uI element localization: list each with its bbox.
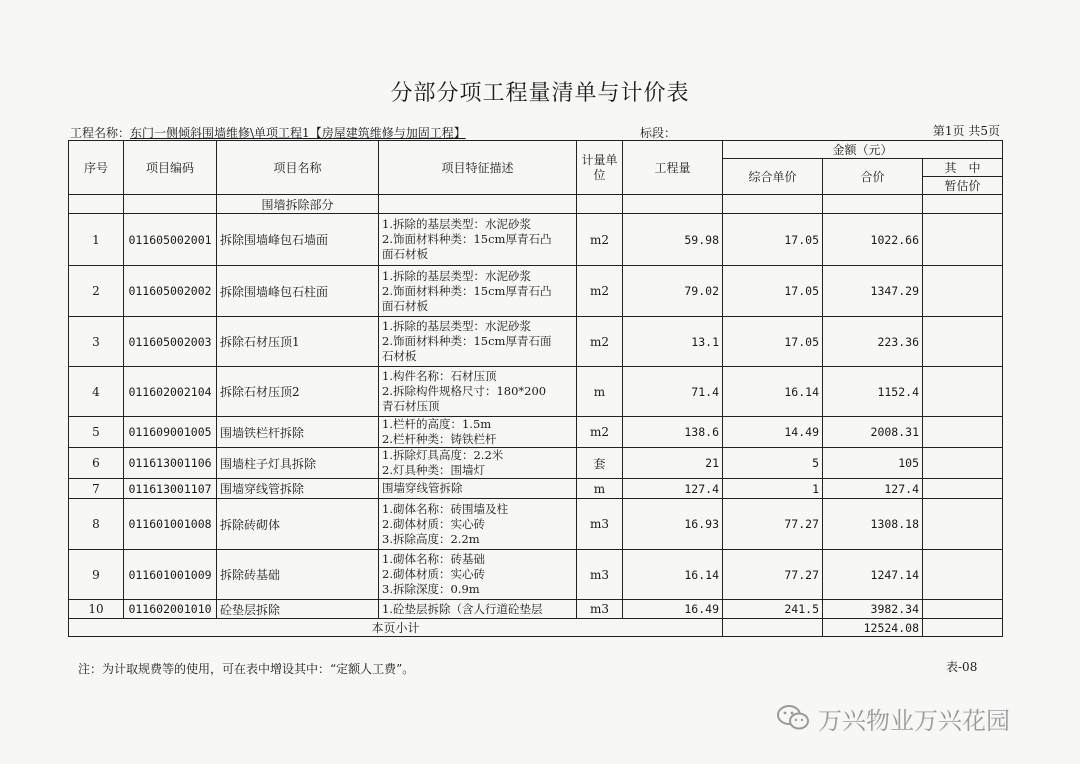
- row-desc: [379, 266, 577, 317]
- watermark-text: 万兴物业万兴花园: [818, 706, 1010, 735]
- row-desc-line: 2.栏杆种类：铸铁栏杆: [382, 432, 497, 446]
- row-unit: m: [577, 479, 623, 499]
- row-desc-line: 2.砌体材质：实心砖: [382, 567, 485, 581]
- row-name: 拆除围墙峰包石柱面: [217, 266, 379, 317]
- row-name: 拆除石材压顶1: [217, 317, 379, 367]
- row-desc-line: 面石材板: [382, 247, 428, 261]
- row-price: 77.27: [723, 550, 823, 600]
- row-total: 1308.18: [823, 499, 923, 550]
- row-code: 011602002104: [124, 367, 217, 417]
- row-name: 砼垫层拆除: [217, 600, 379, 619]
- row-qty: 127.4: [623, 479, 723, 499]
- table-row: [69, 266, 1003, 317]
- row-seq: 10: [69, 600, 124, 619]
- row-desc: [379, 600, 577, 619]
- header-provisional: 暂估价: [923, 177, 1003, 195]
- subtotal-label: 本页小计: [69, 619, 723, 637]
- row-desc: [379, 317, 577, 367]
- row-provisional: [923, 266, 1003, 317]
- row-seq: 1: [69, 214, 124, 266]
- row-name: 拆除砖基础: [217, 550, 379, 600]
- row-desc-line: 1.砌体名称：砖基础: [382, 552, 485, 566]
- row-price: 17.05: [723, 266, 823, 317]
- row-provisional: [923, 448, 1003, 479]
- row-qty: 71.4: [623, 367, 723, 417]
- page-info: 第1页 共5页: [932, 124, 1000, 138]
- row-code: 011601001009: [124, 550, 217, 600]
- row-desc-line: 石材板: [382, 349, 417, 363]
- row-desc-line: 1.拆除的基层类型：水泥砂浆: [382, 268, 531, 283]
- row-desc-line: 2.拆除构件规格尺寸：180*200: [382, 384, 547, 398]
- row-name: 拆除围墙峰包石墙面: [217, 214, 379, 266]
- row-desc-line: 2.砌体材质：实心砖: [382, 516, 485, 531]
- row-unit: m2: [577, 266, 623, 317]
- subtotal-total: 12524.08: [823, 619, 923, 637]
- row-desc-line: 2.饰面材料种类：15cm厚青石凸: [382, 283, 552, 298]
- row-desc-line: 2.饰面材料种类：15cm厚青石面: [382, 334, 552, 348]
- row-desc: [379, 479, 577, 499]
- header-seq: 序号: [69, 141, 124, 195]
- row-total: 3982.34: [823, 600, 923, 619]
- row-desc: [379, 499, 577, 550]
- row-provisional: [923, 317, 1003, 367]
- row-code: 011609001005: [124, 417, 217, 448]
- row-desc-line: 2.灯具种类：围墙灯: [382, 463, 485, 477]
- row-seq: 2: [69, 266, 124, 317]
- row-unit: m: [577, 367, 623, 417]
- row-unit: m2: [577, 214, 623, 266]
- row-total: 223.36: [823, 317, 923, 367]
- bill-table: [68, 140, 1003, 637]
- header-unit-price: 综合单价: [723, 159, 823, 195]
- row-total: 1152.4: [823, 367, 923, 417]
- project-name: 东门一侧倾斜围墙维修\单项工程1【房屋建筑维修与加固工程】: [130, 126, 466, 140]
- row-qty: 16.14: [623, 550, 723, 600]
- row-unit: m3: [577, 499, 623, 550]
- row-price: 241.5: [723, 600, 823, 619]
- row-provisional: [923, 550, 1003, 600]
- row-provisional: [923, 479, 1003, 499]
- row-seq: 6: [69, 448, 124, 479]
- section-title: 围墙拆除部分: [217, 195, 379, 214]
- row-code: 011613001106: [124, 448, 217, 479]
- row-qty: 16.93: [623, 499, 723, 550]
- row-desc-line: 1.砌体名称：砖围墙及柱: [382, 501, 508, 516]
- table-row: [69, 367, 1003, 417]
- row-total: 2008.31: [823, 417, 923, 448]
- row-price: 5: [723, 448, 823, 479]
- row-desc: [379, 550, 577, 600]
- document-title: 分部分项工程量清单与计价表: [390, 81, 690, 106]
- row-unit: m3: [577, 600, 623, 619]
- form-number: 表-08: [946, 660, 978, 674]
- row-price: 77.27: [723, 499, 823, 550]
- table-row: [69, 317, 1003, 367]
- table-row: [69, 479, 1003, 499]
- row-seq: 4: [69, 367, 124, 417]
- row-price: 16.14: [723, 367, 823, 417]
- row-price: 1: [723, 479, 823, 499]
- row-total: 1022.66: [823, 214, 923, 266]
- document-meta: [70, 122, 1000, 140]
- row-name: 围墙穿线管拆除: [217, 479, 379, 499]
- row-desc-line: 1.拆除的基层类型：水泥砂浆: [382, 217, 531, 231]
- row-code: 011602001010: [124, 600, 217, 619]
- row-desc-line: 1.栏杆的高度：1.5m: [382, 417, 492, 431]
- row-qty: 79.02: [623, 266, 723, 317]
- header-unit: 计量单位: [577, 141, 623, 195]
- row-code: 011613001107: [124, 479, 217, 499]
- project-label: 工程名称：: [70, 126, 131, 140]
- row-unit: m2: [577, 417, 623, 448]
- row-code: 011605002001: [124, 214, 217, 266]
- row-total: 127.4: [823, 479, 923, 499]
- row-qty: 13.1: [623, 317, 723, 367]
- watermark: [776, 702, 1010, 734]
- row-provisional: [923, 367, 1003, 417]
- row-desc-line: 1.构件名称：石材压顶: [382, 369, 497, 383]
- header-desc: 项目特征描述: [379, 141, 577, 195]
- row-seq: 8: [69, 499, 124, 550]
- row-desc: [379, 417, 577, 448]
- row-price: 14.49: [723, 417, 823, 448]
- table-row: [69, 499, 1003, 550]
- row-total: 105: [823, 448, 923, 479]
- row-desc-line: 1.拆除灯具高度：2.2米: [382, 448, 504, 462]
- row-desc-line: 面石材板: [382, 298, 428, 313]
- table-row: [69, 600, 1003, 619]
- table-row: [69, 417, 1003, 448]
- row-desc: [379, 367, 577, 417]
- row-provisional: [923, 499, 1003, 550]
- row-desc: [379, 214, 577, 266]
- header-of-which: 其 中: [923, 159, 1003, 177]
- row-provisional: [923, 417, 1003, 448]
- row-desc: [379, 448, 577, 479]
- row-unit: 套: [577, 448, 623, 479]
- row-qty: 21: [623, 448, 723, 479]
- row-seq: 9: [69, 550, 124, 600]
- project-info: [70, 124, 466, 141]
- subtotal-row: [69, 619, 1003, 637]
- row-total: 1347.29: [823, 266, 923, 317]
- row-total: 1247.14: [823, 550, 923, 600]
- table-row: [69, 214, 1003, 266]
- row-name: 拆除石材压顶2: [217, 367, 379, 417]
- row-provisional: [923, 214, 1003, 266]
- row-unit: m3: [577, 550, 623, 600]
- row-desc-line: 2.饰面材料种类：15cm厚青石凸: [382, 232, 552, 246]
- section-row: [69, 195, 1003, 214]
- row-seq: 7: [69, 479, 124, 499]
- row-price: 17.05: [723, 214, 823, 266]
- chat-bubble-icon: [776, 704, 810, 732]
- row-seq: 3: [69, 317, 124, 367]
- table-row: [69, 550, 1003, 600]
- row-desc-line: 围墙穿线管拆除: [382, 481, 463, 495]
- row-desc-line: 1.砼垫层拆除（含人行道砼垫层: [382, 601, 543, 616]
- header-name: 项目名称: [217, 141, 379, 195]
- row-seq: 5: [69, 417, 124, 448]
- row-code: 011601001008: [124, 499, 217, 550]
- row-code: 011605002002: [124, 266, 217, 317]
- row-desc-line: 3.拆除深度：0.9m: [382, 582, 480, 596]
- row-code: 011605002003: [124, 317, 217, 367]
- section-label: 标段：: [640, 126, 677, 140]
- row-desc-line: 青石材压顶: [382, 399, 440, 413]
- row-name: 围墙柱子灯具拆除: [217, 448, 379, 479]
- header-amount: 金额（元）: [723, 141, 1003, 159]
- row-qty: 16.49: [623, 600, 723, 619]
- row-name: 围墙铁栏杆拆除: [217, 417, 379, 448]
- row-desc-line: 3.拆除高度：2.2m: [382, 531, 480, 546]
- table-row: [69, 448, 1003, 479]
- row-qty: 138.6: [623, 417, 723, 448]
- header-total: 合价: [823, 159, 923, 195]
- header-code: 项目编码: [124, 141, 217, 195]
- row-name: 拆除砖砌体: [217, 499, 379, 550]
- row-qty: 59.98: [623, 214, 723, 266]
- row-price: 17.05: [723, 317, 823, 367]
- header-qty: 工程量: [623, 141, 723, 195]
- row-provisional: [923, 600, 1003, 619]
- row-unit: m2: [577, 317, 623, 367]
- footnote: 注：为计取规费等的使用，可在表中增设其中：“定额人工费”。: [78, 662, 415, 676]
- row-desc-line: 1.拆除的基层类型：水泥砂浆: [382, 319, 531, 333]
